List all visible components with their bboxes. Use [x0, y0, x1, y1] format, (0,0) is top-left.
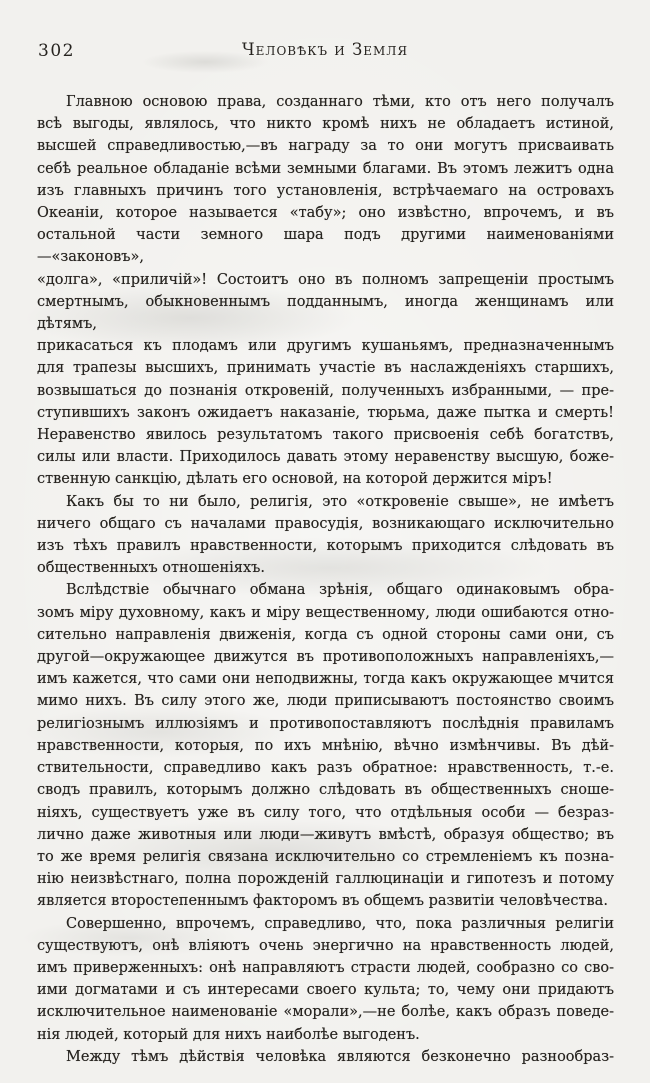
- text-line: изъ тѣхъ правилъ нравственности, которымъ приходится слѣдовать въ: [37, 538, 614, 555]
- running-title: Человѣкъ и Земля: [241, 40, 409, 59]
- text-line: ствительности, справедливо какъ разъ обратное: нравственность, т.-е.: [37, 760, 614, 777]
- text-line: религіознымъ иллюзіямъ и противопоставляютъ послѣднія правиламъ: [37, 715, 614, 732]
- text-line: «долга», «приличій»! Состоитъ оно въ полномъ запрещеніи простымъ: [37, 271, 614, 288]
- text-line: прикасаться къ плодамъ или другимъ кушаньямъ, предназначеннымъ: [37, 338, 614, 355]
- text-line: всѣ выгоды, являлось, что никто кромѣ нихъ не обладаетъ истиной,: [37, 116, 614, 133]
- text-line: сводъ правилъ, которымъ должно слѣдовать въ общественныхъ сноше-: [37, 782, 614, 799]
- text-line: смертнымъ, обыкновеннымъ подданнымъ, иногда женщинамъ или дѣтямъ,: [37, 293, 614, 333]
- paragraph: [37, 91, 614, 491]
- text-line: ими догматами и съ интересами своего культа; то, чему они придаютъ: [37, 982, 614, 999]
- text-line: исключительное наименованіе «морали»,—не болѣе, какъ образъ поведе-: [37, 1004, 614, 1021]
- text-line: силы или власти. Приходилось давать этому неравенству высшую, боже-: [37, 449, 614, 466]
- text-line: мимо нихъ. Въ силу этого же, люди приписываютъ постоянство своимъ: [37, 693, 614, 710]
- text-line: другой—окружающее движутся въ противоположныхъ направленіяхъ,—: [37, 649, 614, 666]
- text-line: Какъ бы то ни было, религія, это «откровеніе свыше», не имѣетъ: [66, 493, 614, 510]
- text-line: Вслѣдствіе обычнаго обмана зрѣнія, общаго одинаковымъ обра-: [66, 582, 614, 599]
- text-line: ственную санкцію, дѣлать его основой, на которой держится міръ!: [37, 471, 553, 488]
- text-line: возвышаться до познанія откровеній, полученныхъ избранными, — пре-: [37, 382, 614, 399]
- running-head: [37, 40, 613, 62]
- page-body-text: [37, 91, 614, 1068]
- text-line: существуютъ, онѣ вліяютъ очень энергично на нравственность людей,: [37, 937, 614, 954]
- text-line: сительно направленія движенія, когда съ одной стороны сами они, съ: [37, 626, 614, 643]
- paragraph: [37, 1046, 614, 1068]
- text-line: нію неизвѣстнаго, полна порожденій галлюцинаціи и гипотезъ и потому: [37, 871, 614, 888]
- text-line: то же время религія связана исключительно со стремленіемъ къ позна-: [37, 848, 614, 865]
- paragraph: [37, 579, 614, 912]
- text-line: лично даже животныя или люди—живутъ вмѣстѣ, образуя общество; въ: [37, 826, 614, 843]
- page-number: 302: [38, 41, 75, 61]
- text-line: себѣ реальное обладаніе всѣми земными благами. Въ этомъ лежитъ одна: [37, 160, 614, 177]
- text-line: имъ приверженныхъ: онѣ направляютъ страсти людей, сообразно со сво-: [37, 959, 614, 976]
- paragraph: [37, 913, 614, 1046]
- text-line: изъ главныхъ причинъ того установленія, встрѣчаемаго на островахъ: [37, 182, 614, 199]
- text-line: нія людей, который для нихъ наиболѣе выгоденъ.: [37, 1026, 420, 1043]
- text-line: Между тѣмъ дѣйствія человѣка являются безконечно разнообраз-: [66, 1048, 614, 1065]
- paragraph: [37, 491, 614, 580]
- text-line: Главною основою права, созданнаго тѣми, кто отъ него получалъ: [66, 94, 614, 110]
- text-line: высшей справедливостью,—въ награду за то они могутъ присваивать: [37, 138, 614, 155]
- text-line: остальной части земного шара подъ другими наименованіями—«законовъ»,: [37, 227, 614, 266]
- text-line: для трапезы высшихъ, принимать участіе въ наслажденіяхъ старшихъ,: [37, 360, 614, 377]
- text-line: Неравенство явилось результатомъ такого присвоенія себѣ богатствъ,: [37, 427, 614, 444]
- text-line: ничего общаго съ началами правосудія, возникающаго исключительно: [37, 515, 614, 532]
- text-line: нравственности, которыя, по ихъ мнѣнію, вѣчно измѣнчивы. Въ дѣй-: [37, 737, 614, 754]
- text-line: имъ кажется, что сами они неподвижны, тогда какъ окружающее мчится: [37, 671, 614, 688]
- text-line: ступившихъ законъ ожидаетъ наказаніе, тюрьма, даже пытка и смерть!: [37, 404, 614, 421]
- text-line: Океаніи, которое называется «табу»; оно извѣстно, впрочемъ, и въ: [37, 205, 614, 222]
- text-line: Совершенно, впрочемъ, справедливо, что, пока различныя религіи: [66, 915, 614, 932]
- text-line: является второстепеннымъ факторомъ въ общемъ развитіи человѣчества.: [37, 893, 608, 910]
- text-line: общественныхъ отношеніяхъ.: [37, 560, 265, 577]
- text-line: ніяхъ, существуетъ уже въ силу того, что отдѣльныя особи — безраз-: [37, 804, 614, 821]
- text-line: зомъ міру духовному, какъ и міру вещественному, люди ошибаются отно-: [37, 604, 614, 621]
